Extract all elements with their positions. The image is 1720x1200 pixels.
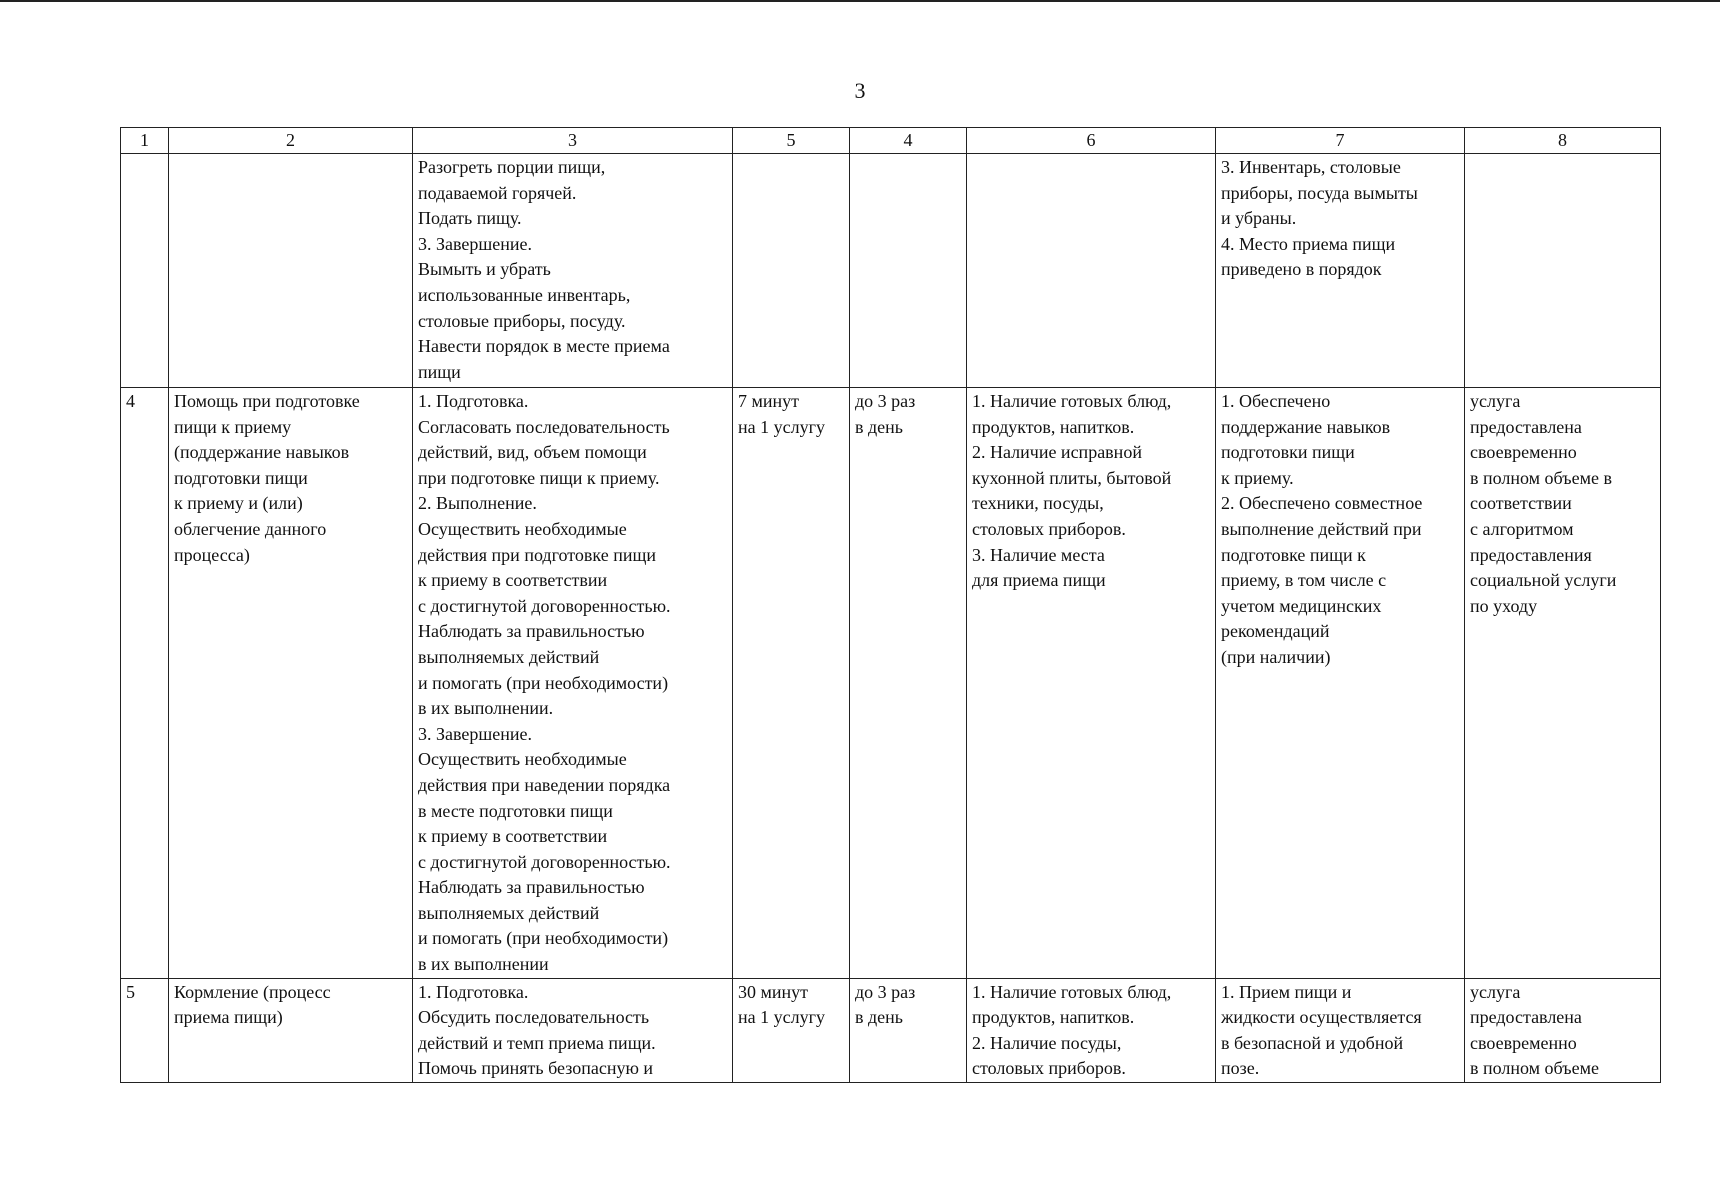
cell-text-line: 1. Прием пищи и — [1221, 981, 1352, 1002]
cell-text-line: к приему. — [1221, 467, 1294, 488]
cell-text-line: пищи к приему — [174, 416, 292, 437]
column-header: 6 — [967, 128, 1216, 154]
time-norm-cell — [733, 388, 850, 979]
cell-text-line: Обсудить последовательность — [418, 1007, 650, 1028]
cell-text-line: 4. Место приема пищи — [1221, 233, 1396, 254]
cell-text-line: действий и темп приема пищи. — [418, 1032, 656, 1053]
cell-text-line: Разогреть порции пищи, — [418, 157, 606, 177]
cell-text-line: в день — [855, 1007, 903, 1028]
cell-text-line: и убраны. — [1221, 208, 1297, 229]
cell-text-line: к приему в соответствии — [418, 570, 608, 591]
cell-text-line: Наблюдать за правильностью — [418, 877, 645, 898]
cell-text-line: в их выполнении — [418, 954, 549, 975]
cell-text-line: до 3 раз — [855, 391, 916, 411]
time-norm-cell — [733, 154, 850, 388]
cell-text-line: использованные инвентарь, — [418, 284, 631, 305]
cell-text-line: (при наличии) — [1221, 646, 1331, 667]
cell-text-line: приборы, посуда вымыты — [1221, 182, 1418, 203]
cell-text-line: продуктов, напитков. — [972, 1007, 1135, 1028]
cell-text-line: 1. Подготовка. — [418, 391, 529, 411]
cell-text-line: 1. Наличие готовых блюд, — [972, 391, 1172, 411]
cell-text-line: и помогать (при необходимости) — [418, 928, 669, 949]
service-actions-cell — [413, 978, 733, 1082]
column-number-row — [121, 128, 1661, 154]
cell-text-line: пищи — [418, 361, 461, 382]
column-header: 3 — [413, 128, 733, 154]
cell-text-line: 3. Завершение. — [418, 723, 532, 744]
cell-text-line: столовых приборов. — [972, 518, 1126, 539]
cell-text-line: с алгоритмом — [1470, 518, 1574, 539]
cell-text-line: с достигнутой договоренностью. — [418, 595, 671, 616]
cell-text-line: выполняемых действий — [418, 646, 600, 667]
cell-text-line: услуга — [1470, 391, 1521, 411]
cell-text-line: услуга — [1470, 981, 1521, 1002]
cell-text-line: выполняемых действий — [418, 902, 600, 923]
frequency-cell — [850, 388, 967, 979]
cell-text-line: 1. Обеспечено — [1221, 391, 1331, 411]
column-header: 1 — [121, 128, 169, 154]
cell-text-line: и помогать (при необходимости) — [418, 672, 669, 693]
cell-text-line: приема пищи) — [174, 1007, 283, 1028]
row-number-cell: 5 — [121, 978, 169, 1082]
conditions-cell — [967, 388, 1216, 979]
cell-text-line: на 1 услугу — [738, 416, 825, 437]
cell-text-line: социальной услуги — [1470, 570, 1617, 591]
cell-text-line: действия при наведении порядка — [418, 774, 671, 795]
conditions-cell — [967, 978, 1216, 1082]
cell-text-line: поддержание навыков — [1221, 416, 1391, 437]
cell-text-line: Согласовать последовательность — [418, 416, 670, 437]
cell-text-line: в полном объеме в — [1470, 467, 1612, 488]
cell-text-line: Осуществить необходимые — [418, 518, 627, 539]
cell-text-line: с достигнутой договоренностью. — [418, 851, 671, 872]
frequency-cell — [850, 154, 967, 388]
cell-text-line: в полном объеме — [1470, 1058, 1599, 1079]
cell-text-line: для приема пищи — [972, 570, 1106, 591]
cell-text-line: 3. Инвентарь, столовые — [1221, 157, 1401, 177]
cell-text-line: своевременно — [1470, 442, 1577, 463]
results-cell — [1216, 978, 1465, 1082]
cell-text-line: позе. — [1221, 1058, 1260, 1079]
service-actions-cell — [413, 154, 733, 388]
table-row — [121, 978, 1661, 1082]
cell-text-line: действия при подготовке пищи — [418, 544, 656, 565]
cell-text-line: в безопасной и удобной — [1221, 1032, 1404, 1053]
cell-text-line: подготовке пищи к — [1221, 544, 1366, 565]
cell-text-line: рекомендаций — [1221, 621, 1330, 642]
cell-text-line: по уходу — [1470, 595, 1538, 616]
results-cell — [1216, 154, 1465, 388]
cell-text-line: 1. Подготовка. — [418, 981, 529, 1002]
cell-text-line: подаваемой горячей. — [418, 182, 577, 203]
evaluation-cell — [1465, 154, 1661, 388]
cell-text-line: Помочь принять безопасную и — [418, 1058, 654, 1079]
cell-text-line: столовых приборов. — [972, 1058, 1126, 1079]
cell-text-line: приведено в порядок — [1221, 259, 1382, 280]
service-name-cell — [169, 978, 413, 1082]
column-header: 4 — [850, 128, 967, 154]
cell-text-line: в день — [855, 416, 903, 437]
cell-text-line: в месте подготовки пищи — [418, 800, 613, 821]
cell-text-line: на 1 услугу — [738, 1007, 825, 1028]
cell-text-line: к приему и (или) — [174, 493, 303, 514]
column-header: 7 — [1216, 128, 1465, 154]
column-header: 2 — [169, 128, 413, 154]
cell-text-line: предоставлена — [1470, 1007, 1582, 1028]
cell-text-line: приему, в том числе с — [1221, 570, 1387, 591]
cell-text-line: столовые приборы, посуду. — [418, 310, 626, 331]
cell-text-line: кухонной плиты, бытовой — [972, 467, 1172, 488]
cell-text-line: Вымыть и убрать — [418, 259, 551, 280]
cell-text-line: предоставления — [1470, 544, 1592, 565]
service-name-cell — [169, 154, 413, 388]
cell-text-line: облегчение данного — [174, 518, 327, 539]
row-number-cell: 4 — [121, 388, 169, 979]
cell-text-line: своевременно — [1470, 1032, 1577, 1053]
column-header: 8 — [1465, 128, 1661, 154]
cell-text-line: 2. Наличие посуды, — [972, 1032, 1122, 1053]
cell-text-line: жидкости осуществляется — [1221, 1007, 1422, 1028]
row-number-cell — [121, 154, 169, 388]
cell-text-line: 2. Наличие исправной — [972, 442, 1142, 463]
cell-text-line: 3. Наличие места — [972, 544, 1105, 565]
cell-text-line: действий, вид, объем помощи — [418, 442, 647, 463]
frequency-cell — [850, 978, 967, 1082]
cell-text-line: 1. Наличие готовых блюд, — [972, 981, 1172, 1002]
cell-text-line: Навести порядок в месте приема — [418, 336, 670, 357]
cell-text-line: к приему в соответствии — [418, 826, 608, 847]
cell-text-line: до 3 раз — [855, 981, 916, 1002]
cell-text-line: 2. Выполнение. — [418, 493, 537, 514]
cell-text-line: выполнение действий при — [1221, 518, 1422, 539]
cell-text-line: техники, посуды, — [972, 493, 1104, 514]
service-actions-cell — [413, 388, 733, 979]
cell-text-line: Подать пищу. — [418, 208, 522, 229]
cell-text-line: подготовки пищи — [174, 467, 308, 488]
cell-text-line: 30 минут — [738, 981, 809, 1002]
cell-text-line: соответствии — [1470, 493, 1572, 514]
service-name-cell — [169, 388, 413, 979]
top-scan-border — [0, 0, 1720, 2]
table-row — [121, 154, 1661, 388]
cell-text-line: Помощь при подготовке — [174, 391, 360, 411]
time-norm-cell — [733, 978, 850, 1082]
cell-text-line: предоставлена — [1470, 416, 1582, 437]
cell-text-line: 7 минут — [738, 391, 800, 411]
cell-text-line: Наблюдать за правильностью — [418, 621, 645, 642]
cell-text-line: процесса) — [174, 544, 250, 565]
cell-text-line: продуктов, напитков. — [972, 416, 1135, 437]
evaluation-cell — [1465, 388, 1661, 979]
cell-text-line: в их выполнении. — [418, 698, 554, 719]
column-header: 5 — [733, 128, 850, 154]
cell-text-line: при подготовке пищи к приему. — [418, 467, 660, 488]
conditions-cell — [967, 154, 1216, 388]
cell-text-line: учетом медицинских — [1221, 595, 1382, 616]
cell-text-line: 2. Обеспечено совместное — [1221, 493, 1423, 514]
cell-text-line: 3. Завершение. — [418, 233, 532, 254]
results-cell — [1216, 388, 1465, 979]
cell-text-line: подготовки пищи — [1221, 442, 1355, 463]
cell-text-line: Кормление (процесс — [174, 981, 331, 1002]
cell-text-line: (поддержание навыков — [174, 442, 350, 463]
evaluation-cell — [1465, 978, 1661, 1082]
service-standard-table — [120, 127, 1661, 1083]
page-number: 3 — [854, 78, 866, 103]
cell-text-line: Осуществить необходимые — [418, 749, 627, 770]
table-row — [121, 388, 1661, 979]
